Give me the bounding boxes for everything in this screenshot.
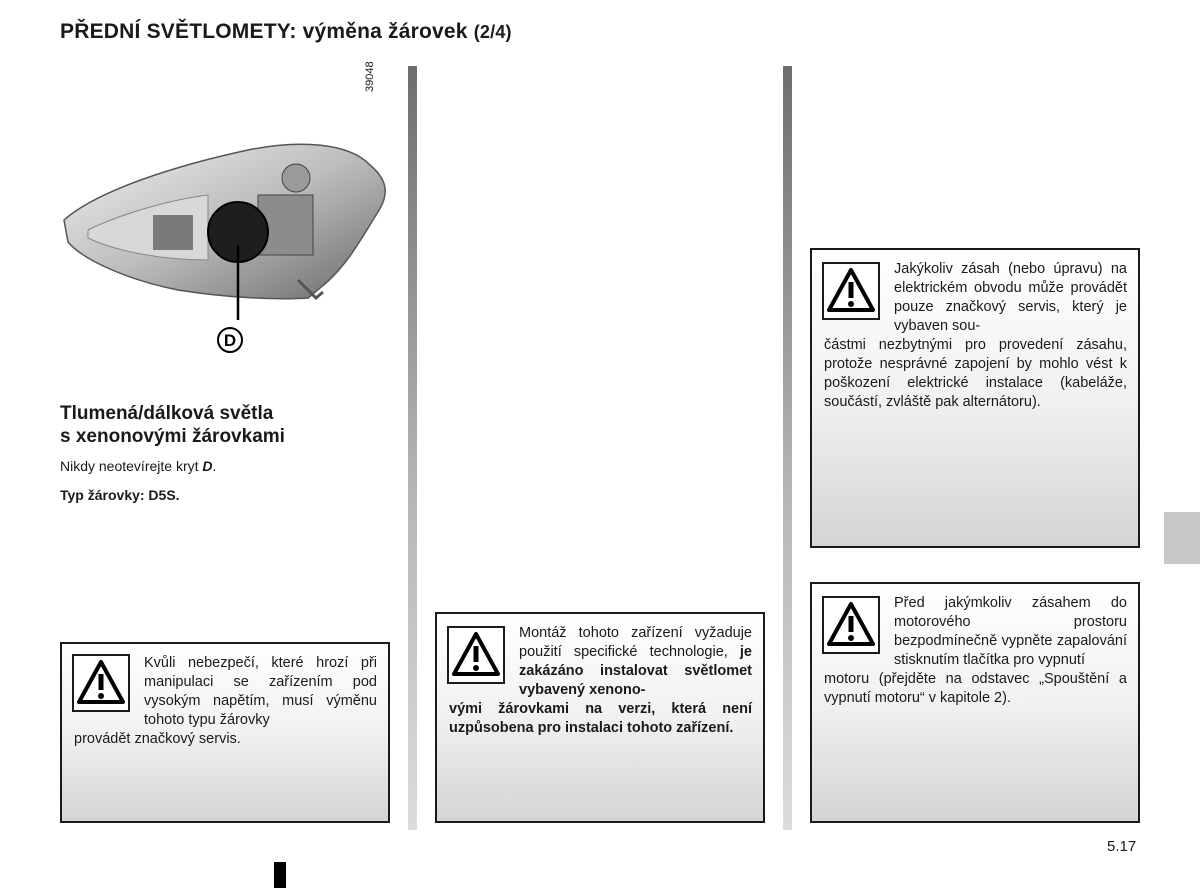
warning-text-rest: částmi nezbytnými pro provedení zásahu, protože nesprávné zapojení by mohlo vést k poškození elektrické instalace (kabeláže, součástí, zvláště pak alternátoru). [824,337,1127,410]
section-heading [60,402,285,448]
warning-text-normal: Montáž tohoto zařízení vyžaduje použití specifické technologie, [519,625,752,660]
warning-text-electrical [824,260,1127,412]
page-title-part: (2/4) [473,22,512,42]
column-divider-left [408,66,417,830]
page-title [60,20,512,44]
warning-box-electrical [810,248,1140,548]
warning-text-rest: motoru (přejděte na odstavec „Spouštění a vypnutí motoru“ v kapitole 2). [824,671,1127,706]
section-heading-line2: s xenonovými žárovkami [60,426,285,447]
section-heading-line1: Tlumená/dálková světla [60,403,274,424]
print-mark [274,862,286,888]
bulb-type: Typ žárovky: D5S. [60,487,180,503]
warning-text-high-voltage [74,654,377,749]
warning-text-indented: Kvůli nebezpečí, které hrozí při manipulaci se zařízením pod vysokým napětím, musí výměnu tohoto typu žárovky [144,655,377,728]
headlamp-connector [153,215,193,250]
warning-box-high-voltage [60,642,390,823]
headlamp-adjuster [282,164,310,192]
warning-text-indented: Před jakýmkoliv zásahem do motorového prostoru bezpodmínečně vypněte zapalování stisknutím tlačítka pro vypnutí [894,595,1127,668]
warning-text-indented: Jakýkoliv zásah (nebo úpravu) na elektrickém obvodu může provádět pouze značkový servis, který je vybaven sou- [894,261,1127,334]
warning-box-engine [810,582,1140,823]
warning-text-bold: je zakázáno instalovat světlomet vybavený xenono- [519,644,752,698]
headlamp-illustration [58,120,393,355]
page-number: 5.17 [1107,838,1137,855]
warning-text-indented [449,624,752,700]
warning-box-installation [435,612,765,823]
cover-instruction-end: . [212,458,217,474]
warning-text-engine [824,594,1127,708]
figure-label-text: D [223,331,237,350]
warning-text-rest: provádět značkový servis. [74,731,241,747]
warning-text-rest: vými žárovkami na verzi, která není uzpůsobena pro instalaci tohoto zařízení. [449,701,752,736]
chapter-tab [1164,512,1200,564]
cover-instruction-text: Nikdy neotevírejte kryt [60,458,203,474]
figure-code: 39048 [364,61,376,92]
warning-text-installation [449,624,752,738]
cover-instruction-ref: D [202,458,213,474]
page-title-main: PŘEDNÍ SVĚTLOMETY: výměna žárovek [60,20,468,43]
column-divider-right [783,66,792,830]
cover-instruction [60,458,216,474]
